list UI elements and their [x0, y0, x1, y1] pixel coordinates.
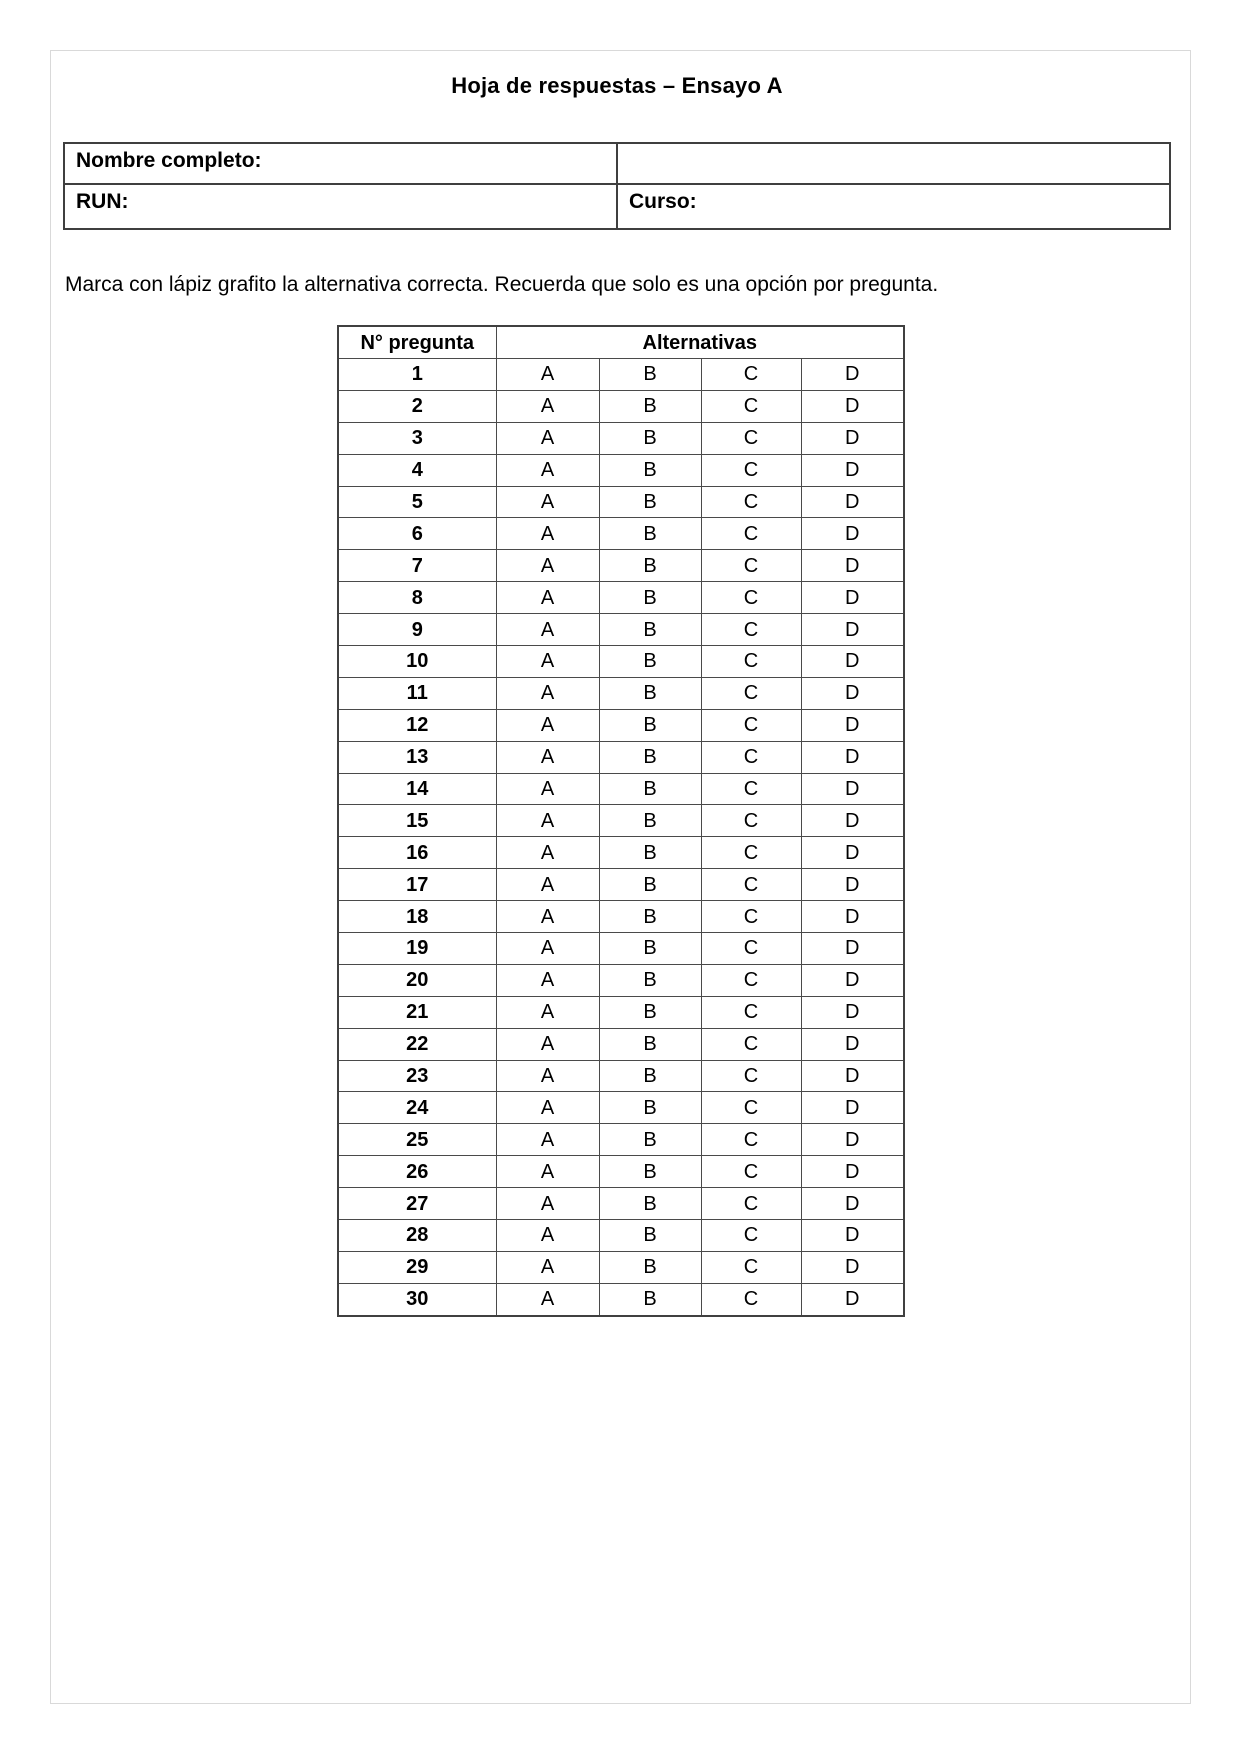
- question-number: 11: [338, 677, 496, 709]
- option-cell-d[interactable]: D: [801, 1251, 904, 1283]
- option-cell-d[interactable]: D: [801, 901, 904, 933]
- option-cell-b[interactable]: B: [599, 1188, 701, 1220]
- question-number: 29: [338, 1251, 496, 1283]
- answer-row: [338, 422, 904, 454]
- option-cell-c[interactable]: C: [701, 1156, 801, 1188]
- option-cell-b[interactable]: B: [599, 518, 701, 550]
- option-cell-d[interactable]: D: [801, 359, 904, 391]
- option-cell-c[interactable]: C: [701, 582, 801, 614]
- question-number: 20: [338, 964, 496, 996]
- answer-row: [338, 1156, 904, 1188]
- option-cell-b[interactable]: B: [599, 359, 701, 391]
- question-number: 24: [338, 1092, 496, 1124]
- option-cell-a[interactable]: A: [496, 486, 599, 518]
- question-number: 16: [338, 837, 496, 869]
- option-cell-c[interactable]: C: [701, 869, 801, 901]
- option-cell-b[interactable]: B: [599, 1251, 701, 1283]
- answer-row: [338, 1188, 904, 1220]
- option-cell-b[interactable]: B: [599, 837, 701, 869]
- student-info-table: [63, 142, 1171, 230]
- answer-grid-header-row: [338, 326, 904, 359]
- option-cell-b[interactable]: B: [599, 1283, 701, 1315]
- option-cell-b[interactable]: B: [599, 773, 701, 805]
- answer-grid-table: [337, 325, 905, 1317]
- option-cell-d[interactable]: D: [801, 582, 904, 614]
- option-cell-c[interactable]: C: [701, 805, 801, 837]
- option-cell-c[interactable]: C: [701, 614, 801, 646]
- option-cell-d[interactable]: D: [801, 964, 904, 996]
- answer-row: [338, 901, 904, 933]
- answer-row: [338, 614, 904, 646]
- option-cell-c[interactable]: C: [701, 964, 801, 996]
- question-number: 9: [338, 614, 496, 646]
- option-cell-a[interactable]: A: [496, 646, 599, 678]
- option-cell-d[interactable]: D: [801, 614, 904, 646]
- option-cell-a[interactable]: A: [496, 773, 599, 805]
- option-cell-b[interactable]: B: [599, 741, 701, 773]
- option-cell-a[interactable]: A: [496, 901, 599, 933]
- question-number: 21: [338, 996, 496, 1028]
- answer-row: [338, 837, 904, 869]
- option-cell-a[interactable]: A: [496, 869, 599, 901]
- option-cell-c[interactable]: C: [701, 933, 801, 965]
- option-cell-c[interactable]: C: [701, 486, 801, 518]
- option-cell-c[interactable]: C: [701, 518, 801, 550]
- answer-row: [338, 933, 904, 965]
- option-cell-a[interactable]: A: [496, 1251, 599, 1283]
- answer-row: [338, 1028, 904, 1060]
- question-number: 18: [338, 901, 496, 933]
- option-cell-c[interactable]: C: [701, 454, 801, 486]
- option-cell-c[interactable]: C: [701, 773, 801, 805]
- question-number: 15: [338, 805, 496, 837]
- option-cell-c[interactable]: C: [701, 901, 801, 933]
- option-cell-c[interactable]: C: [701, 677, 801, 709]
- answer-row: [338, 518, 904, 550]
- option-cell-a[interactable]: A: [496, 550, 599, 582]
- option-cell-b[interactable]: B: [599, 996, 701, 1028]
- option-cell-b[interactable]: B: [599, 709, 701, 741]
- option-cell-c[interactable]: C: [701, 390, 801, 422]
- option-cell-d[interactable]: D: [801, 741, 904, 773]
- option-cell-a[interactable]: A: [496, 1124, 599, 1156]
- option-cell-b[interactable]: B: [599, 646, 701, 678]
- option-cell-a[interactable]: A: [496, 359, 599, 391]
- option-cell-a[interactable]: A: [496, 933, 599, 965]
- question-number: 3: [338, 422, 496, 454]
- option-cell-b[interactable]: B: [599, 901, 701, 933]
- option-cell-a[interactable]: A: [496, 1092, 599, 1124]
- option-cell-a[interactable]: A: [496, 1220, 599, 1252]
- answer-row: [338, 486, 904, 518]
- option-cell-a[interactable]: A: [496, 805, 599, 837]
- instruction-text: Marca con lápiz grafito la alternativa correcta. Recuerda que solo es una opción por pregunta.: [65, 273, 939, 296]
- option-cell-b[interactable]: B: [599, 550, 701, 582]
- answer-row: [338, 709, 904, 741]
- option-cell-d[interactable]: D: [801, 1028, 904, 1060]
- question-number: 17: [338, 869, 496, 901]
- option-cell-b[interactable]: B: [599, 1028, 701, 1060]
- option-cell-d[interactable]: D: [801, 518, 904, 550]
- question-number: 25: [338, 1124, 496, 1156]
- question-number: 26: [338, 1156, 496, 1188]
- option-cell-c[interactable]: C: [701, 741, 801, 773]
- question-number-header: N° pregunta: [338, 326, 496, 359]
- option-cell-d[interactable]: D: [801, 1188, 904, 1220]
- option-cell-b[interactable]: B: [599, 390, 701, 422]
- option-cell-d[interactable]: D: [801, 933, 904, 965]
- option-cell-d[interactable]: D: [801, 677, 904, 709]
- option-cell-d[interactable]: D: [801, 1220, 904, 1252]
- option-cell-a[interactable]: A: [496, 709, 599, 741]
- option-cell-a[interactable]: A: [496, 1188, 599, 1220]
- question-number: 19: [338, 933, 496, 965]
- option-cell-d[interactable]: D: [801, 1283, 904, 1315]
- option-cell-b[interactable]: B: [599, 1124, 701, 1156]
- option-cell-c[interactable]: C: [701, 646, 801, 678]
- option-cell-b[interactable]: B: [599, 582, 701, 614]
- full-name-label: Nombre completo:: [64, 143, 617, 184]
- answer-row: [338, 996, 904, 1028]
- question-number: 22: [338, 1028, 496, 1060]
- option-cell-b[interactable]: B: [599, 1092, 701, 1124]
- option-cell-d[interactable]: D: [801, 709, 904, 741]
- option-cell-c[interactable]: C: [701, 1283, 801, 1315]
- option-cell-a[interactable]: A: [496, 1060, 599, 1092]
- option-cell-d[interactable]: D: [801, 1156, 904, 1188]
- run-label: RUN:: [64, 184, 617, 229]
- option-cell-c[interactable]: C: [701, 1060, 801, 1092]
- answer-row: [338, 741, 904, 773]
- answer-row: [338, 390, 904, 422]
- option-cell-c[interactable]: C: [701, 1188, 801, 1220]
- option-cell-c[interactable]: C: [701, 422, 801, 454]
- option-cell-b[interactable]: B: [599, 677, 701, 709]
- option-cell-b[interactable]: B: [599, 614, 701, 646]
- option-cell-a[interactable]: A: [496, 741, 599, 773]
- answer-row: [338, 869, 904, 901]
- option-cell-a[interactable]: A: [496, 582, 599, 614]
- option-cell-d[interactable]: D: [801, 805, 904, 837]
- question-number: 4: [338, 454, 496, 486]
- question-number: 13: [338, 741, 496, 773]
- option-cell-c[interactable]: C: [701, 837, 801, 869]
- question-number: 14: [338, 773, 496, 805]
- option-cell-c[interactable]: C: [701, 1028, 801, 1060]
- question-number: 27: [338, 1188, 496, 1220]
- option-cell-d[interactable]: D: [801, 996, 904, 1028]
- option-cell-c[interactable]: C: [701, 359, 801, 391]
- option-cell-a[interactable]: A: [496, 422, 599, 454]
- option-cell-c[interactable]: C: [701, 1124, 801, 1156]
- option-cell-d[interactable]: D: [801, 1124, 904, 1156]
- question-number: 1: [338, 359, 496, 391]
- option-cell-a[interactable]: A: [496, 390, 599, 422]
- option-cell-d[interactable]: D: [801, 422, 904, 454]
- page-title: Hoja de respuestas – Ensayo A: [451, 73, 783, 98]
- option-cell-c[interactable]: C: [701, 1092, 801, 1124]
- option-cell-c[interactable]: C: [701, 996, 801, 1028]
- question-number: 28: [338, 1220, 496, 1252]
- option-cell-b[interactable]: B: [599, 454, 701, 486]
- option-cell-d[interactable]: D: [801, 773, 904, 805]
- option-cell-d[interactable]: D: [801, 869, 904, 901]
- answer-row: [338, 359, 904, 391]
- option-cell-a[interactable]: A: [496, 677, 599, 709]
- full-name-field[interactable]: [617, 143, 1170, 184]
- option-cell-b[interactable]: B: [599, 1060, 701, 1092]
- option-cell-c[interactable]: C: [701, 550, 801, 582]
- option-cell-a[interactable]: A: [496, 964, 599, 996]
- answer-row: [338, 1220, 904, 1252]
- option-cell-d[interactable]: D: [801, 646, 904, 678]
- answer-row: [338, 1283, 904, 1315]
- answer-row: [338, 805, 904, 837]
- option-cell-d[interactable]: D: [801, 1092, 904, 1124]
- answer-row: [338, 1251, 904, 1283]
- answer-table-body: [338, 359, 904, 1316]
- option-cell-d[interactable]: D: [801, 837, 904, 869]
- option-cell-b[interactable]: B: [599, 964, 701, 996]
- option-cell-d[interactable]: D: [801, 454, 904, 486]
- curso-label: Curso:: [617, 184, 1170, 229]
- option-cell-a[interactable]: A: [496, 454, 599, 486]
- option-cell-d[interactable]: D: [801, 390, 904, 422]
- option-cell-a[interactable]: A: [496, 996, 599, 1028]
- answer-row: [338, 582, 904, 614]
- question-number: 2: [338, 390, 496, 422]
- answer-row: [338, 646, 904, 678]
- answer-row: [338, 1092, 904, 1124]
- question-number: 10: [338, 646, 496, 678]
- question-number: 7: [338, 550, 496, 582]
- answer-row: [338, 1124, 904, 1156]
- question-number: 6: [338, 518, 496, 550]
- option-cell-b[interactable]: B: [599, 933, 701, 965]
- question-number: 23: [338, 1060, 496, 1092]
- option-cell-b[interactable]: B: [599, 869, 701, 901]
- option-cell-b[interactable]: B: [599, 486, 701, 518]
- answer-row: [338, 550, 904, 582]
- question-number: 12: [338, 709, 496, 741]
- option-cell-b[interactable]: B: [599, 1220, 701, 1252]
- option-cell-d[interactable]: D: [801, 1060, 904, 1092]
- option-cell-a[interactable]: A: [496, 614, 599, 646]
- answer-row: [338, 773, 904, 805]
- option-cell-b[interactable]: B: [599, 422, 701, 454]
- option-cell-d[interactable]: D: [801, 486, 904, 518]
- option-cell-a[interactable]: A: [496, 1283, 599, 1315]
- question-number: 30: [338, 1283, 496, 1315]
- option-cell-c[interactable]: C: [701, 709, 801, 741]
- answer-row: [338, 1060, 904, 1092]
- option-cell-c[interactable]: C: [701, 1220, 801, 1252]
- question-number: 8: [338, 582, 496, 614]
- option-cell-b[interactable]: B: [599, 805, 701, 837]
- option-cell-d[interactable]: D: [801, 550, 904, 582]
- answer-row: [338, 677, 904, 709]
- question-number: 5: [338, 486, 496, 518]
- option-cell-a[interactable]: A: [496, 1028, 599, 1060]
- alternatives-header: Alternativas: [496, 326, 904, 359]
- option-cell-c[interactable]: C: [701, 1251, 801, 1283]
- answer-row: [338, 964, 904, 996]
- option-cell-a[interactable]: A: [496, 837, 599, 869]
- option-cell-a[interactable]: A: [496, 518, 599, 550]
- answer-row: [338, 454, 904, 486]
- option-cell-a[interactable]: A: [496, 1156, 599, 1188]
- option-cell-b[interactable]: B: [599, 1156, 701, 1188]
